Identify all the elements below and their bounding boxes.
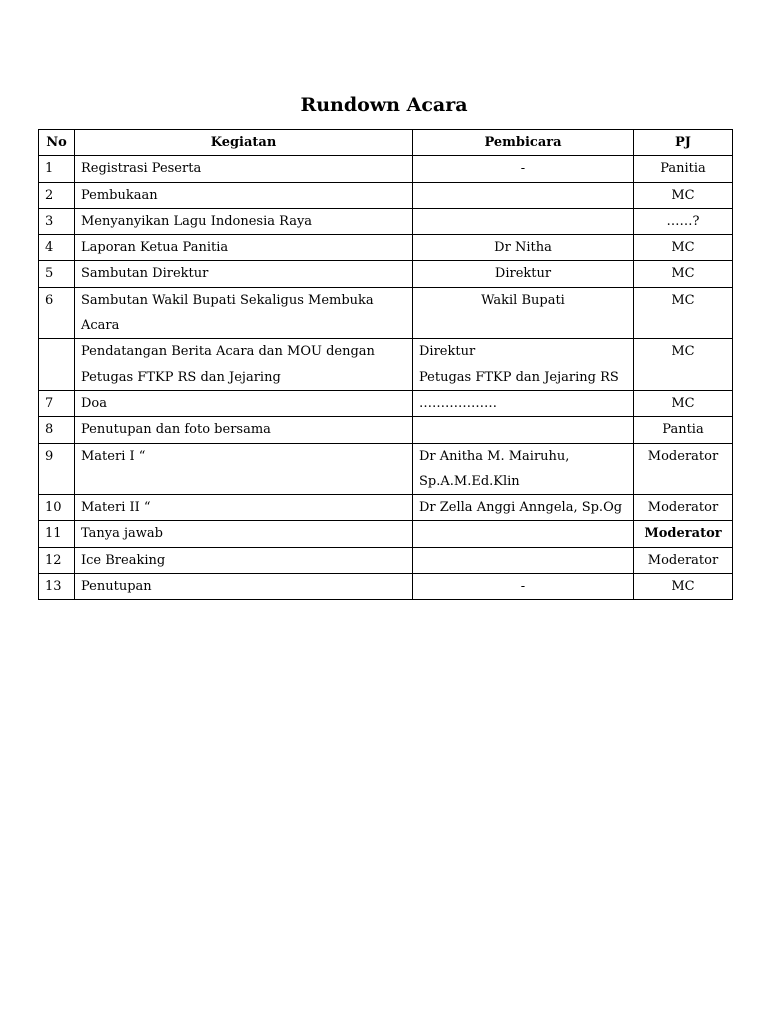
- table-row: [39, 235, 733, 261]
- cell-pj: Moderator: [634, 443, 733, 495]
- kegiatan-line: Penutupan dan foto bersama: [81, 422, 271, 438]
- kegiatan-line: Ice Breaking: [81, 552, 166, 568]
- header-pj: PJ: [634, 130, 733, 156]
- kegiatan-line: Materi I “: [81, 448, 146, 464]
- kegiatan-line: Doa: [81, 395, 107, 411]
- cell-no: 11: [39, 521, 75, 547]
- cell-no: 7: [39, 390, 75, 416]
- pembicara-line: [419, 417, 627, 442]
- kegiatan-line: Sambutan Direktur: [81, 266, 209, 282]
- cell-pembicara: [413, 287, 634, 339]
- cell-pj: ……?: [634, 208, 733, 234]
- kegiatan-line: Pendatangan Berita Acara dan MOU dengan: [81, 344, 375, 360]
- cell-pj: MC: [634, 182, 733, 208]
- pembicara-line: Sp.A.M.Ed.Klin: [419, 473, 520, 489]
- cell-kegiatan: [75, 390, 413, 416]
- pembicara-line: -: [520, 161, 526, 177]
- cell-pembicara: [413, 208, 634, 234]
- pembicara-line: Petugas FTKP dan Jejaring RS: [419, 369, 619, 385]
- pembicara-line: -: [520, 579, 526, 595]
- cell-pj: MC: [634, 339, 733, 391]
- cell-no: 2: [39, 182, 75, 208]
- cell-kegiatan: [75, 574, 413, 600]
- pembicara-line: Dr Anitha M. Mairuhu,: [419, 448, 570, 464]
- header-row: [39, 130, 733, 156]
- header-pembicara: Pembicara: [413, 130, 634, 156]
- cell-kegiatan: [75, 547, 413, 573]
- kegiatan-line: Tanya jawab: [81, 526, 163, 542]
- cell-kegiatan: [75, 443, 413, 495]
- cell-no: 8: [39, 417, 75, 443]
- cell-pj: Moderator: [634, 495, 733, 521]
- cell-pj: Moderator: [634, 521, 733, 547]
- pembicara-line: [419, 548, 627, 573]
- cell-no: 4: [39, 235, 75, 261]
- cell-pj: Pantia: [634, 417, 733, 443]
- kegiatan-line: Acara: [81, 318, 120, 334]
- cell-pj: MC: [634, 390, 733, 416]
- kegiatan-line: Penutupan: [81, 579, 152, 595]
- table-row: [39, 339, 733, 391]
- pembicara-line: [419, 209, 627, 234]
- cell-no: 13: [39, 574, 75, 600]
- cell-kegiatan: [75, 495, 413, 521]
- cell-no: 3: [39, 208, 75, 234]
- table-row: [39, 261, 733, 287]
- table-row: [39, 417, 733, 443]
- cell-kegiatan: [75, 235, 413, 261]
- cell-kegiatan: [75, 417, 413, 443]
- kegiatan-line: Menyanyikan Lagu Indonesia Raya: [81, 213, 313, 229]
- cell-kegiatan: [75, 156, 413, 182]
- table-row: [39, 208, 733, 234]
- pembicara-line: Dr Nitha: [494, 240, 552, 256]
- cell-pembicara: [413, 261, 634, 287]
- pembicara-line: [419, 183, 627, 208]
- document-title: Rundown Acara: [300, 94, 468, 116]
- kegiatan-line: Registrasi Peserta: [81, 161, 202, 177]
- cell-no: 9: [39, 443, 75, 495]
- pembicara-line: ………………: [419, 395, 497, 411]
- cell-pj: MC: [634, 261, 733, 287]
- table-row: [39, 495, 733, 521]
- cell-pembicara: [413, 521, 634, 547]
- cell-no: 6: [39, 287, 75, 339]
- table-row: [39, 390, 733, 416]
- table-row: [39, 521, 733, 547]
- table-header: [39, 130, 733, 156]
- table-row: [39, 287, 733, 339]
- cell-pembicara: [413, 547, 634, 573]
- cell-no: 1: [39, 156, 75, 182]
- cell-kegiatan: [75, 261, 413, 287]
- pembicara-line: Wakil Bupati: [481, 292, 565, 308]
- header-kegiatan: Kegiatan: [75, 130, 413, 156]
- table-row: [39, 443, 733, 495]
- cell-pembicara: [413, 156, 634, 182]
- table-row: [39, 182, 733, 208]
- cell-pembicara: [413, 390, 634, 416]
- kegiatan-line: Sambutan Wakil Bupati Sekaligus Membuka: [81, 292, 374, 308]
- cell-pembicara: [413, 574, 634, 600]
- cell-pj: Moderator: [634, 547, 733, 573]
- cell-pembicara: [413, 495, 634, 521]
- cell-pj: MC: [634, 574, 733, 600]
- kegiatan-line: Materi II “: [81, 500, 151, 516]
- cell-pembicara: [413, 417, 634, 443]
- cell-kegiatan: [75, 208, 413, 234]
- cell-kegiatan: [75, 182, 413, 208]
- pembicara-line: Direktur: [419, 344, 476, 360]
- pembicara-line: Dr Zella Anggi Anngela, Sp.Og: [419, 500, 623, 516]
- cell-pembicara: [413, 182, 634, 208]
- header-no: No: [39, 130, 75, 156]
- cell-pembicara: [413, 339, 634, 391]
- kegiatan-line: Pembukaan: [81, 187, 158, 203]
- cell-no: 10: [39, 495, 75, 521]
- pembicara-line: Direktur: [494, 266, 552, 282]
- table-row: [39, 547, 733, 573]
- cell-no: [39, 339, 75, 391]
- cell-pembicara: [413, 235, 634, 261]
- cell-pj: MC: [634, 287, 733, 339]
- cell-kegiatan: [75, 339, 413, 391]
- rundown-table: [38, 129, 733, 600]
- kegiatan-line: Laporan Ketua Panitia: [81, 240, 229, 256]
- cell-pembicara: [413, 443, 634, 495]
- table-row: [39, 574, 733, 600]
- cell-pj: Panitia: [634, 156, 733, 182]
- cell-no: 5: [39, 261, 75, 287]
- cell-kegiatan: [75, 521, 413, 547]
- pembicara-line: [419, 521, 627, 546]
- cell-no: 12: [39, 547, 75, 573]
- table-row: [39, 156, 733, 182]
- cell-kegiatan: [75, 287, 413, 339]
- cell-pj: MC: [634, 235, 733, 261]
- kegiatan-line: Petugas FTKP RS dan Jejaring: [81, 369, 281, 385]
